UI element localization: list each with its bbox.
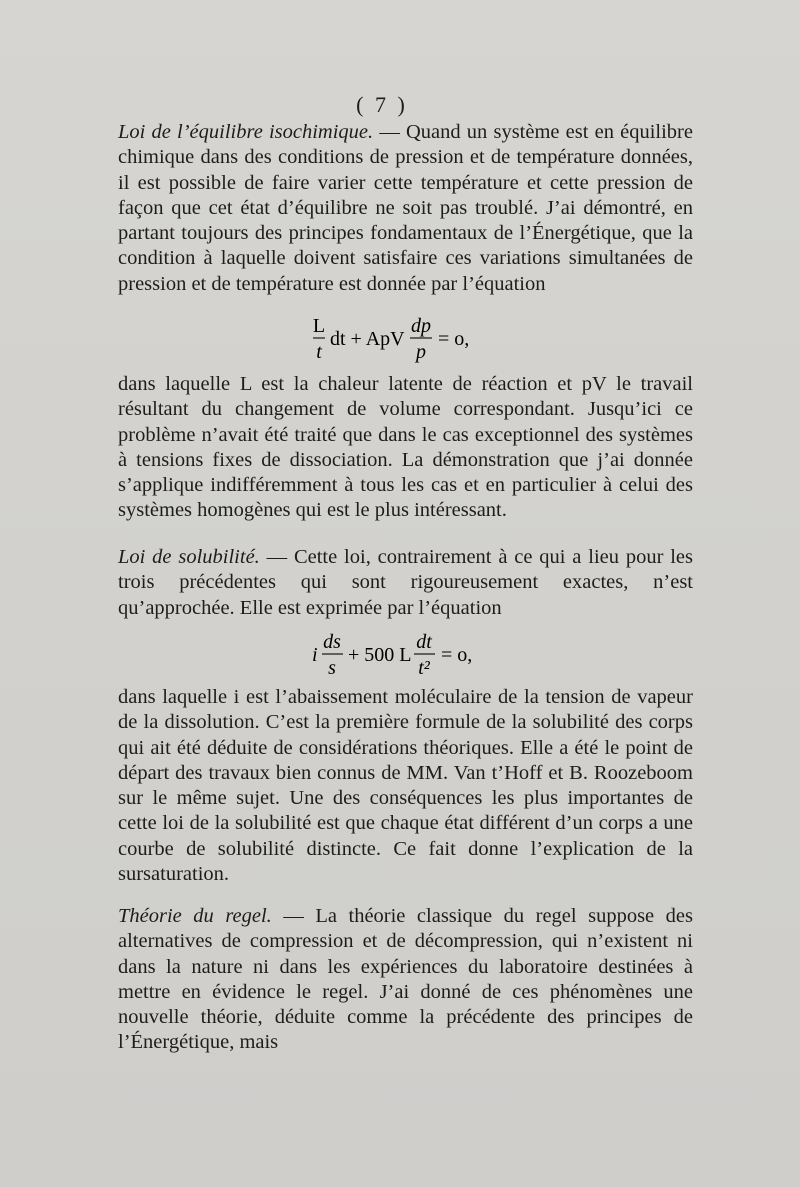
page-number: ( 7 ) [356, 92, 408, 117]
equation-svg [0, 312, 800, 372]
eq2-frac2-den: t² [418, 657, 430, 679]
eq1-frac2-num: dp [411, 315, 431, 337]
section-title-regel: Théorie du regel. [118, 905, 272, 927]
paragraph-text: — Quand un système est en équilibre chimique dans des conditions de pression et de température données, il est possible de faire varier cette température et cette pression de façon que cet état d’équilibre ne soit pas troublé. J’ai démontré, en partant toujours des principes fondamentaux de l’Énergétique, que la condition à laquelle doivent satisfaire ces variations simultanées de pression et de température est donnée par l’équation [118, 121, 693, 295]
eq1-frac2-den: p [416, 341, 426, 363]
section-title-isochimique: Loi de l’équilibre isochimique. [118, 121, 374, 143]
section-title-solubilite: Loi de solubilité. [118, 546, 260, 568]
eq1-frac1-num: L [312, 315, 326, 337]
eq2-mid: + 500 L [348, 644, 412, 666]
eq2-rhs: = o, [441, 644, 473, 666]
paragraph-isochimique [118, 120, 693, 297]
paragraph-isochimique-continued: dans laquelle L est la chaleur latente de réaction et pV le travail résultant du changement de volume correspondant. Jusqu’ici ce problème n’avait été traité que dans le cas exceptionnel des systèmes à tensions fixes de dissociation. La démonstration que j’ai donnée s’applique indifféremment à tous les cas et en particulier à celui des systèmes homogènes qui est le plus intéressant. [118, 373, 693, 522]
paragraph-solubilite [118, 545, 693, 621]
eq1-rhs: = o, [438, 328, 470, 350]
equation-isochimique [0, 312, 800, 372]
paragraph-regel [118, 904, 693, 1056]
eq1-mid: dt + ApV [330, 328, 405, 350]
eq2-frac1-num: ds [323, 631, 341, 653]
paragraph-text: — La théorie classique du regel suppose des alternatives de compression et de décompression, qui n’existent ni dans la nature ni dans les expériences du laboratoire destinées à mettre en évidence le regel. J’ai donné de ces phénomènes une nouvelle théorie, déduite comme la précédente des principes de l’Énergétique, mais [118, 905, 694, 1054]
eq2-frac2-num: dt [416, 631, 432, 653]
paragraph-solubilite-continued: dans laquelle i est l’abaissement moléculaire de la tension de vapeur de la dissolution. C’est la première formule de la solubilité des corps qui ait été déduite de considérations théoriques. Elle a été le point de départ des travaux bien connus de MM. Van t’Hoff et B. Roozeboom sur le même sujet. Une des conséquences les plus importantes de cette loi de la solubilité est que chaque état différent d’un corps a une courbe de solubilité distincte. Ce fait donne l’explication de la sursaturation. [118, 686, 693, 886]
eq2-lead: i [312, 644, 318, 666]
eq2-frac1-den: s [328, 657, 336, 679]
equation-svg [0, 628, 800, 688]
paragraph-text: — Cette loi, contrairement à ce qui a lieu pour les trois précédentes qui sont rigoureusement exactes, n’est qu’approchée. Elle est exprimée par l’équation [118, 546, 693, 619]
eq1-frac1-den: t [316, 341, 322, 363]
equation-solubilite [0, 628, 800, 688]
